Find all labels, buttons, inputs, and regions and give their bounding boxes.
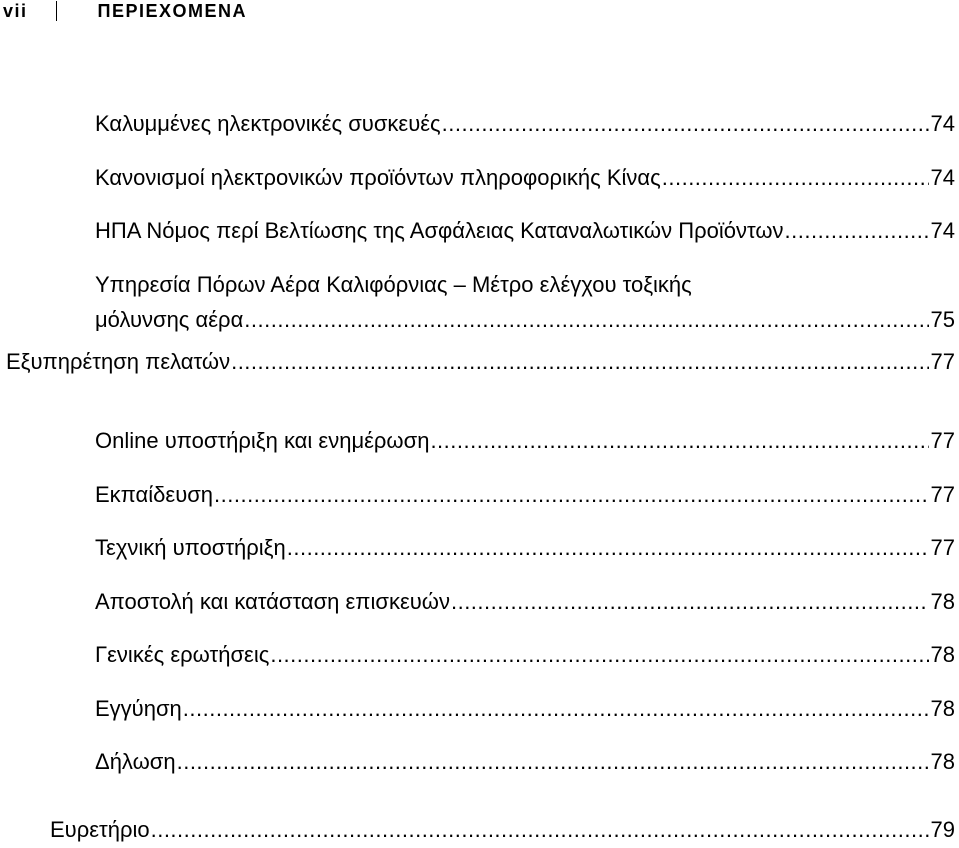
- toc-entry-page: 75: [930, 307, 955, 332]
- toc-dot-leader: [430, 428, 928, 454]
- toc-entry-title: Τεχνική υποστήριξη: [95, 535, 286, 560]
- toc-dot-leader: [244, 307, 928, 333]
- toc-entry[interactable]: [6, 349, 955, 375]
- toc-entry-title: Εκπαίδευση: [95, 482, 214, 507]
- toc-entry[interactable]: [95, 428, 955, 454]
- toc-entry[interactable]: [95, 165, 955, 191]
- toc-entry-title: Αποστολή και κατάσταση επισκευών: [95, 589, 450, 614]
- toc-entry-title: Ευρετήριο: [50, 817, 150, 842]
- toc-entry-page: 77: [930, 535, 955, 560]
- toc-entry[interactable]: [95, 111, 955, 137]
- toc-entry[interactable]: [95, 589, 955, 615]
- toc-entry[interactable]: [95, 535, 955, 561]
- toc-entry[interactable]: [95, 307, 955, 333]
- toc-entry-title: Γενικές ερωτήσεις: [95, 642, 270, 667]
- toc-dot-leader: [662, 165, 929, 191]
- toc-entry-page: 78: [930, 589, 955, 614]
- page-header: [3, 0, 247, 22]
- toc-dot-leader: [785, 218, 929, 244]
- toc-entry-title: Κανονισμοί ηλεκτρονικών προϊόντων πληροφορικής Κίνας: [95, 165, 661, 190]
- toc-entry-title: μόλυνσης αέρα: [95, 307, 244, 332]
- toc-entry[interactable]: [95, 696, 955, 722]
- toc-dot-leader: [287, 535, 929, 561]
- toc-entry[interactable]: [95, 218, 955, 244]
- toc-dot-leader: [151, 817, 929, 843]
- page-number: vii: [3, 0, 28, 21]
- toc-entry-title: Εξυπηρέτηση πελατών: [6, 349, 231, 374]
- toc-entry-title: ΗΠΑ Νόμος περί Βελτίωσης της Ασφάλειας Καταναλωτικών Προϊόντων: [95, 218, 784, 243]
- toc-dot-leader: [231, 349, 928, 375]
- toc-dot-leader: [270, 642, 928, 668]
- toc-dot-leader: [442, 111, 929, 137]
- toc-entry-title: Online υποστήριξη και ενημέρωση: [95, 428, 430, 453]
- toc-entry-title: Δήλωση: [95, 749, 176, 774]
- toc-dot-leader: [451, 589, 929, 615]
- toc-entry-page: 79: [930, 817, 955, 842]
- toc-entry-page: 77: [930, 482, 955, 507]
- toc-entry-page: 77: [930, 428, 955, 453]
- toc-entry-page: 77: [930, 349, 955, 374]
- toc-dot-leader: [214, 482, 928, 508]
- toc-entry-title-line1[interactable]: Υπηρεσία Πόρων Αέρα Καλιφόρνιας – Μέτρο ελέγχου τοξικής: [95, 272, 692, 297]
- section-title: ΠΕΡΙΕΧΟΜΕΝΑ: [97, 0, 248, 21]
- toc-dot-leader: [183, 696, 929, 722]
- toc-entry-title: Καλυμμένες ηλεκτρονικές συσκευές: [95, 111, 441, 136]
- toc-entry-page: 74: [930, 165, 955, 190]
- toc-entry-page: 78: [930, 642, 955, 667]
- toc-entry-page: 78: [930, 749, 955, 774]
- toc-entry-page: 74: [930, 218, 955, 243]
- header-divider: [56, 1, 57, 21]
- toc-dot-leader: [177, 749, 929, 775]
- toc-entry[interactable]: [95, 642, 955, 668]
- toc-entry[interactable]: [95, 749, 955, 775]
- toc-entry[interactable]: [95, 482, 955, 508]
- toc-entry-page: 74: [930, 111, 955, 136]
- toc-entry-page: 78: [930, 696, 955, 721]
- toc-entry-title: Εγγύηση: [95, 696, 182, 721]
- toc-entry[interactable]: [50, 817, 955, 843]
